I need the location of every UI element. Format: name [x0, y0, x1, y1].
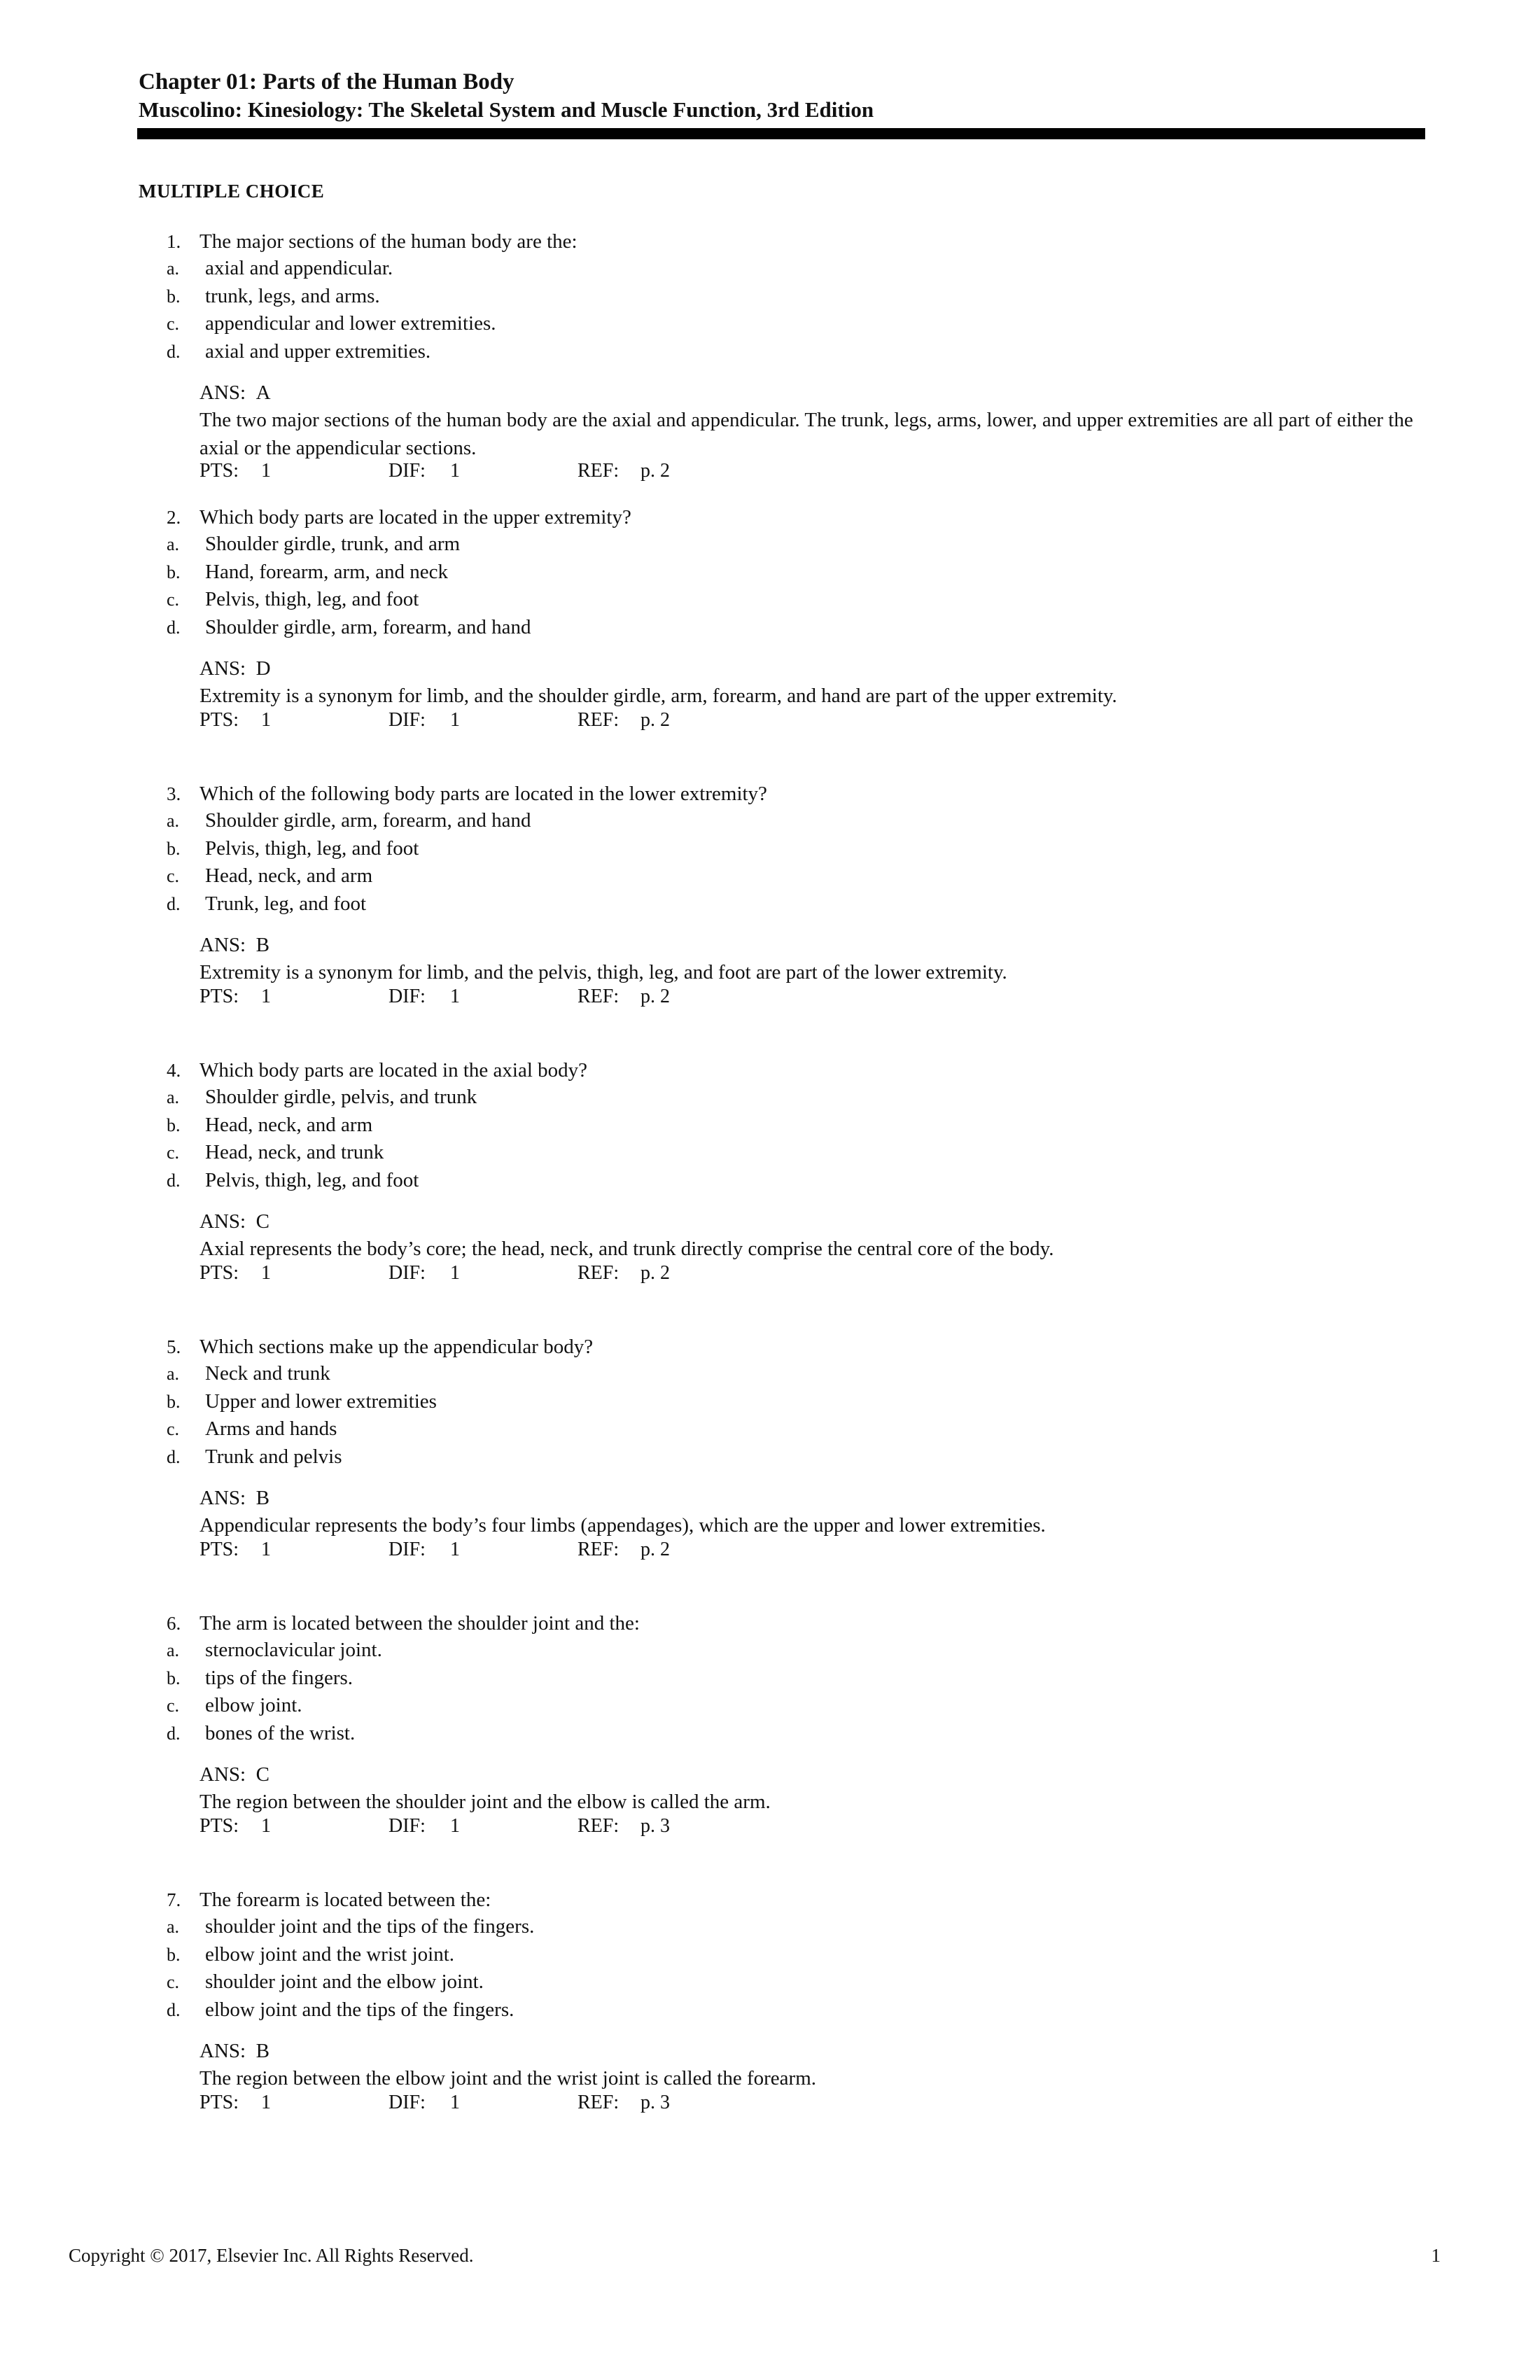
- option-text: Head, neck, and arm: [205, 1113, 373, 1136]
- ref-label: REF:: [578, 1815, 620, 1837]
- option-letter: d.: [167, 617, 181, 638]
- answer-explanation: The region between the shoulder joint and the elbow is called the arm.: [200, 1791, 771, 1813]
- question-block: [0, 1334, 1540, 1610]
- option-letter: b.: [167, 838, 181, 859]
- dif-value: 1: [450, 986, 460, 1007]
- ref-value: p. 2: [640, 709, 670, 731]
- option-letter: c.: [167, 866, 180, 886]
- option-letter: b.: [167, 1114, 181, 1135]
- option-item: [167, 338, 496, 366]
- question-text: The arm is located between the shoulder joint and the:: [200, 1612, 640, 1634]
- question-stem: [167, 504, 631, 531]
- option-text: Trunk and pelvis: [205, 1445, 342, 1468]
- answer-block: [200, 379, 1418, 462]
- option-letter: b.: [167, 1667, 181, 1688]
- pts-value: 1: [261, 1539, 271, 1560]
- question-stem: [167, 228, 578, 255]
- option-text: Trunk, leg, and foot: [205, 892, 367, 915]
- option-item: [167, 1388, 437, 1416]
- answer-explanation: Axial represents the body’s core; the head, neck, and trunk directly comprise the central core of the body.: [200, 1238, 1054, 1260]
- ref-label: REF:: [578, 986, 620, 1007]
- answer-key: B: [255, 934, 270, 956]
- answer-label: ANS:: [200, 382, 246, 404]
- option-item: [167, 1443, 437, 1471]
- option-letter: a.: [167, 1917, 180, 1937]
- answer-key: C: [255, 1210, 270, 1233]
- option-letter: d.: [167, 1446, 181, 1467]
- answer-options: [167, 255, 496, 365]
- pts-value: 1: [261, 460, 271, 482]
- option-item: [167, 1665, 382, 1693]
- option-item: [167, 1941, 534, 1969]
- answer-line: [200, 1208, 1418, 1235]
- answer-key: B: [255, 2040, 270, 2062]
- pts-label: PTS:: [200, 1539, 239, 1560]
- option-text: shoulder joint and the tips of the fingers.: [205, 1915, 535, 1938]
- dif-label: DIF:: [388, 1262, 426, 1284]
- answer-line: [200, 1485, 1418, 1511]
- option-letter: b.: [167, 1391, 181, 1412]
- dif-label: DIF:: [388, 709, 426, 731]
- dif-label: DIF:: [388, 460, 426, 482]
- option-letter: c.: [167, 1695, 180, 1716]
- option-letter: b.: [167, 286, 181, 307]
- question-number: 2.: [167, 507, 181, 528]
- question-stem: [167, 1610, 640, 1637]
- option-letter: a.: [167, 1087, 180, 1107]
- option-item: [167, 1692, 382, 1720]
- option-text: bones of the wrist.: [205, 1721, 356, 1744]
- option-text: Hand, forearm, arm, and neck: [205, 560, 449, 583]
- option-text: Arms and hands: [205, 1418, 337, 1440]
- option-item: [167, 1637, 382, 1665]
- answer-line: [200, 379, 1418, 406]
- answer-label: ANS:: [200, 1763, 246, 1786]
- option-letter: b.: [167, 1944, 181, 1965]
- pts-label: PTS:: [200, 2092, 239, 2113]
- answer-explanation: Appendicular represents the body’s four limbs (appendages), which are the upper and lower extremities.: [200, 1514, 1046, 1536]
- option-text: tips of the fingers.: [205, 1666, 354, 1689]
- copyright-notice: Copyright © 2017, Elsevier Inc. All Rights Reserved.: [69, 2245, 474, 2266]
- answer-key: C: [255, 1763, 270, 1786]
- option-item: [167, 1360, 437, 1388]
- answer-block: [200, 2038, 1418, 2092]
- ref-label: REF:: [578, 460, 620, 482]
- dif-value: 1: [450, 460, 460, 482]
- ref-value: p. 2: [640, 1262, 670, 1284]
- question-block: [0, 228, 1540, 504]
- option-text: elbow joint and the wrist joint.: [205, 1942, 455, 1966]
- pts-value: 1: [261, 986, 271, 1007]
- dif-value: 1: [450, 1539, 460, 1560]
- option-text: Upper and lower extremities: [205, 1390, 437, 1413]
- option-letter: b.: [167, 561, 181, 582]
- option-text: elbow joint and the tips of the fingers.: [205, 1998, 514, 2021]
- option-letter: a.: [167, 811, 180, 831]
- option-letter: d.: [167, 341, 181, 362]
- option-item: [167, 1084, 477, 1112]
- option-text: Neck and trunk: [205, 1362, 330, 1385]
- option-item: [167, 310, 496, 338]
- question-stem: [167, 1334, 593, 1360]
- question-block: [0, 504, 1540, 780]
- option-text: Pelvis, thigh, leg, and foot: [205, 836, 419, 860]
- dif-value: 1: [450, 1815, 460, 1837]
- ref-value: p. 2: [640, 1539, 670, 1560]
- option-item: [167, 1720, 382, 1748]
- option-text: Head, neck, and arm: [205, 864, 373, 887]
- answer-key: A: [255, 382, 271, 404]
- ref-value: p. 2: [640, 460, 670, 482]
- question-text: Which sections make up the appendicular body?: [200, 1336, 594, 1358]
- question-text: Which of the following body parts are located in the lower extremity?: [200, 783, 767, 805]
- option-letter: d.: [167, 1170, 181, 1191]
- dif-label: DIF:: [388, 1539, 426, 1560]
- option-item: [167, 1415, 437, 1443]
- question-list: [0, 228, 1540, 2163]
- answer-explanation: Extremity is a synonym for limb, and the pelvis, thigh, leg, and foot are part of the lower extremity.: [200, 961, 1007, 983]
- question-block: [0, 780, 1540, 1057]
- pts-label: PTS:: [200, 460, 239, 482]
- option-item: [167, 531, 531, 559]
- answer-label: ANS:: [200, 657, 246, 680]
- pts-value: 1: [261, 2092, 271, 2113]
- answer-label: ANS:: [200, 934, 246, 956]
- question-number: 5.: [167, 1336, 181, 1357]
- question-number: 1.: [167, 231, 181, 252]
- answer-key: B: [255, 1487, 270, 1509]
- option-text: appendicular and lower extremities.: [205, 312, 496, 335]
- option-text: trunk, legs, and arms.: [205, 284, 380, 307]
- ref-value: p. 3: [640, 1815, 670, 1837]
- question-text: Which body parts are located in the upper extremity?: [200, 506, 631, 528]
- dif-value: 1: [450, 709, 460, 731]
- answer-options: [167, 531, 531, 641]
- option-letter: c.: [167, 589, 180, 610]
- answer-options: [167, 807, 531, 918]
- question-number: 3.: [167, 783, 181, 804]
- option-item: [167, 1996, 534, 2024]
- document-header: [139, 67, 1427, 123]
- answer-key: D: [255, 657, 271, 680]
- option-item: [167, 1968, 534, 1996]
- answer-block: [200, 1485, 1418, 1539]
- option-item: [167, 1167, 477, 1195]
- option-text: axial and appendicular.: [205, 257, 393, 279]
- option-item: [167, 559, 531, 587]
- option-text: sternoclavicular joint.: [205, 1639, 382, 1661]
- option-text: axial and upper extremities.: [205, 340, 431, 363]
- option-letter: d.: [167, 1999, 181, 2020]
- question-number: 7.: [167, 1889, 181, 1910]
- ref-label: REF:: [578, 1539, 620, 1560]
- pts-label: PTS:: [200, 1815, 239, 1837]
- option-text: Pelvis, thigh, leg, and foot: [205, 1168, 419, 1191]
- option-item: [167, 614, 531, 642]
- option-letter: a.: [167, 258, 180, 279]
- dif-value: 1: [450, 2092, 460, 2113]
- option-item: [167, 586, 531, 614]
- pts-value: 1: [261, 1262, 271, 1284]
- answer-label: ANS:: [200, 2040, 246, 2062]
- answer-options: [167, 1637, 382, 1747]
- pts-value: 1: [261, 709, 271, 731]
- option-letter: a.: [167, 534, 180, 554]
- option-item: [167, 807, 531, 835]
- question-text: Which body parts are located in the axial body?: [200, 1059, 588, 1082]
- pts-label: PTS:: [200, 1262, 239, 1284]
- option-item: [167, 835, 531, 863]
- ref-label: REF:: [578, 2092, 620, 2113]
- dif-label: DIF:: [388, 2092, 426, 2113]
- question-stem: [167, 1057, 587, 1084]
- option-item: [167, 862, 531, 890]
- pts-label: PTS:: [200, 709, 239, 731]
- option-letter: d.: [167, 1723, 181, 1744]
- question-number: 6.: [167, 1613, 181, 1634]
- ref-label: REF:: [578, 709, 620, 731]
- question-block: [0, 1610, 1540, 1886]
- option-text: Pelvis, thigh, leg, and foot: [205, 588, 419, 610]
- option-letter: c.: [167, 314, 180, 334]
- answer-block: [200, 1761, 1418, 1816]
- question-stem: [167, 780, 767, 807]
- answer-options: [167, 1360, 437, 1471]
- option-letter: c.: [167, 1142, 180, 1163]
- option-text: Shoulder girdle, arm, forearm, and hand: [205, 809, 531, 832]
- answer-line: [200, 932, 1418, 958]
- answer-explanation: The region between the elbow joint and the wrist joint is called the forearm.: [200, 2067, 817, 2090]
- option-item: [167, 890, 531, 918]
- question-block: [0, 1057, 1540, 1334]
- page-number: 1: [1431, 2245, 1441, 2266]
- answer-block: [200, 1208, 1418, 1263]
- question-stem: [167, 1886, 491, 1913]
- option-item: [167, 1112, 477, 1140]
- answer-block: [200, 655, 1418, 710]
- book-title: Muscolino: Kinesiology: The Skeletal System and Muscle Function, 3rd Edition: [139, 97, 874, 122]
- option-letter: d.: [167, 893, 181, 914]
- option-letter: a.: [167, 1364, 180, 1384]
- header-rule: [137, 128, 1425, 139]
- option-text: Head, neck, and trunk: [205, 1141, 384, 1163]
- answer-label: ANS:: [200, 1487, 246, 1509]
- option-letter: c.: [167, 1972, 180, 1992]
- chapter-title: Chapter 01: Parts of the Human Body: [139, 69, 514, 94]
- answer-line: [200, 2038, 1418, 2064]
- option-letter: c.: [167, 1419, 180, 1439]
- answer-label: ANS:: [200, 1210, 246, 1233]
- answer-explanation: The two major sections of the human body are the axial and appendicular. The trunk, legs, arms, lower, and upper extremities are all part of either the axial or the appendicular sections.: [200, 409, 1413, 459]
- dif-label: DIF:: [388, 1815, 426, 1837]
- answer-explanation: Extremity is a synonym for limb, and the shoulder girdle, arm, forearm, and hand are part of the upper extremity.: [200, 685, 1117, 707]
- question-text: The major sections of the human body are the:: [200, 230, 578, 253]
- answer-options: [167, 1913, 534, 2024]
- ref-value: p. 2: [640, 986, 670, 1007]
- option-item: [167, 255, 496, 283]
- ref-label: REF:: [578, 1262, 620, 1284]
- dif-value: 1: [450, 1262, 460, 1284]
- option-text: Shoulder girdle, pelvis, and trunk: [205, 1086, 477, 1108]
- question-text: The forearm is located between the:: [200, 1889, 491, 1911]
- dif-label: DIF:: [388, 986, 426, 1007]
- answer-line: [200, 1761, 1418, 1788]
- option-text: Shoulder girdle, trunk, and arm: [205, 533, 461, 555]
- answer-options: [167, 1084, 477, 1194]
- answer-line: [200, 655, 1418, 682]
- pts-label: PTS:: [200, 986, 239, 1007]
- question-block: [0, 1886, 1540, 2163]
- option-letter: a.: [167, 1640, 180, 1660]
- option-text: shoulder joint and the elbow joint.: [205, 1970, 484, 1993]
- ref-value: p. 3: [640, 2092, 670, 2113]
- option-text: elbow joint.: [205, 1694, 302, 1716]
- answer-block: [200, 932, 1418, 986]
- option-item: [167, 1139, 477, 1167]
- option-text: Shoulder girdle, arm, forearm, and hand: [205, 615, 531, 638]
- question-number: 4.: [167, 1060, 181, 1081]
- option-item: [167, 1913, 534, 1941]
- pts-value: 1: [261, 1815, 271, 1837]
- option-item: [167, 283, 496, 311]
- section-heading: MULTIPLE CHOICE: [139, 181, 325, 202]
